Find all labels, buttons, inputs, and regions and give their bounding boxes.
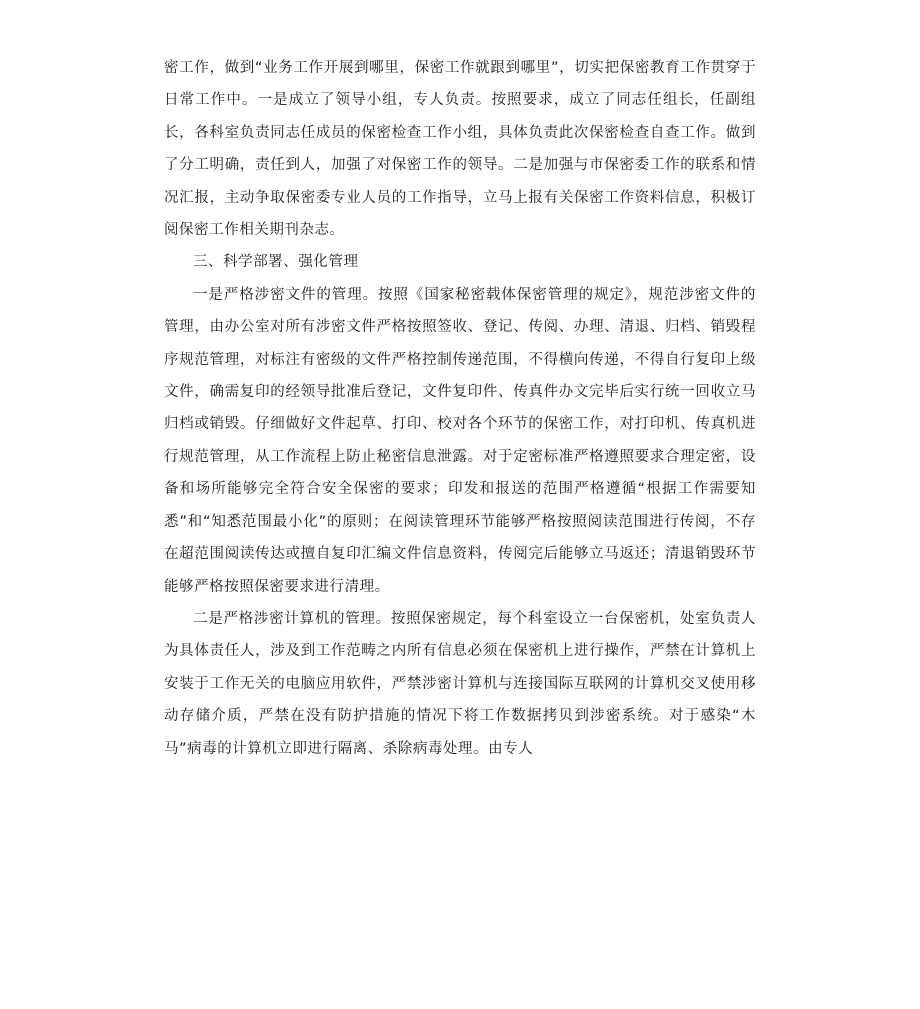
section-heading-3: 三、科学部署、强化管理 xyxy=(193,254,359,271)
paragraph-intro-continued: 密工作，做到“业务工作开展到哪里，保密工作就跟到哪里”，切实把保密教育工作贯穿于日常工作中。一是成立了领导小组，专人负责。按照要求，成立了同志任组长，任副组长，各科室负责同志任成员的保密检查工作小组，具体负责此次保密检查自查工作。做到了分工明确，责任到人，加强了对保密工作的领导。二是加强与市保密委工作的联系和情况汇报，主动争取保密委专业人员的工作指导，立马上报有关保密工作资料信息，积极订阅保密工作相关期刊杂志。 xyxy=(164,60,756,239)
paragraph-classified-computers: 二是严格涉密计算机的管理。按照保密规定，每个科室设立一台保密机，处室负责人为具体责任人，涉及到工作范畴之内所有信息必须在保密机上进行操作，严禁在计算机上安装于工作无关的电脑应用软件，严禁涉密计算机与连接国际互联网的计算机交叉使用移动存储介质，严禁在没有防护措施的情况下将工作数据拷贝到涉密系统。对于感染“木马”病毒的计算机立即进行隔离、杀除病毒处理。由专人 xyxy=(164,610,756,757)
document-body xyxy=(164,52,756,765)
paragraph-classified-documents: 一是严格涉密文件的管理。按照《国家秘密载体保密管理的规定》，规范涉密文件的管理，由办公室对所有涉密文件严格按照签收、登记、传阅、办理、清退、归档、销毁程序规范管理，对标注有密级的文件严格控制传递范围，不得横向传递，不得自行复印上级文件，确需复印的经领导批准后登记，文件复印件、传真件办文完毕后实行统一回收立马归档或销毁。仔细做好文件起草、打印、校对各个环节的保密工作，对打印机、传真机进行规范管理，从工作流程上防止秘密信息泄露。对于定密标准严格遵照要求合理定密，设备和场所能够完全符合安全保密的要求；印发和报送的范围严格遵循“根据工作需要知悉”和“知悉范围最小化”的原则；在阅读管理环节能够严格按照阅读范围进行传阅，不存在超范围阅读传达或擅自复印汇编文件信息资料，传阅完后能够立马返还；清退销毁环节能够严格按照保密要求进行清理。 xyxy=(164,286,756,595)
